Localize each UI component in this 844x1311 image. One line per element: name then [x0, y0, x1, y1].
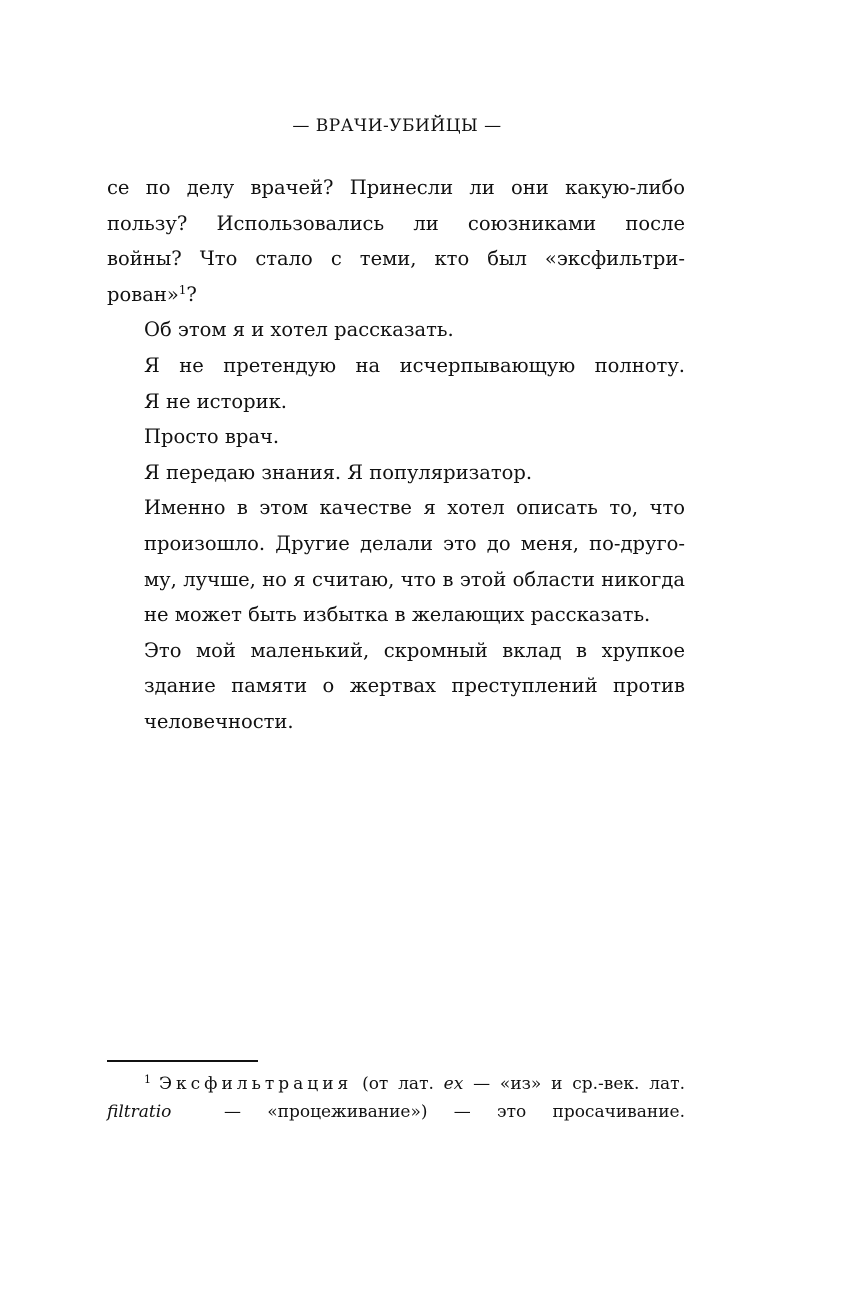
text-line: му, лучше, но я считаю, что в этой области никогда	[144, 567, 685, 591]
text-line: рован»$^1$?	[107, 282, 197, 306]
text-line: Я не историк.	[144, 389, 287, 413]
text-line: войны? Что стало с теми, кто был «эксфильтри-	[107, 247, 685, 271]
paragraph	[107, 170, 685, 312]
body-text	[107, 170, 685, 740]
text-line: здание памяти о жертвах преступлений против	[144, 674, 685, 698]
text-line: Это мой маленький, скромный вклад в хрупкое	[144, 638, 685, 662]
paragraph	[107, 312, 685, 348]
paragraph	[107, 633, 685, 740]
footnote-number: 1	[144, 1073, 151, 1086]
text-line: Об этом я и хотел рассказать.	[144, 318, 454, 342]
footnote-reference[interactable]: 1	[178, 282, 187, 297]
paragraph	[107, 455, 685, 491]
text-line: Я передаю знания. Я популяризатор.	[144, 460, 533, 484]
text-line: Просто врач.	[144, 425, 280, 449]
text-line: не может быть избытка в желающих рассказать.	[144, 603, 651, 627]
text-line: пользу? Использовались ли союзниками после	[107, 211, 685, 235]
paragraph	[107, 419, 685, 455]
text-line: произошло. Другие делали это до меня, по-друго-	[144, 531, 685, 555]
footnote	[107, 1070, 685, 1126]
paragraph	[107, 490, 685, 632]
footnote-line: $^1$ Эксфильтрация (от лат. ex — «из» и ср.-век. лат.	[144, 1073, 685, 1094]
footnote-divider	[107, 1060, 258, 1062]
text-line: Я не претендую на исчерпывающую полноту.	[144, 353, 685, 377]
running-head: — ВРАЧИ-УБИЙЦЫ —	[292, 116, 502, 136]
footnote-line: filtratio — «процеживание») — это просачивание.	[107, 1102, 685, 1122]
text-line: Именно в этом качестве я хотел описать то, что	[144, 496, 685, 520]
text-line: се по делу врачей? Принесли ли они какую-либо	[107, 176, 685, 199]
text-line: человечности.	[144, 709, 294, 733]
paragraph	[107, 348, 685, 419]
footnote-term: Эксфильтрация	[159, 1074, 353, 1094]
